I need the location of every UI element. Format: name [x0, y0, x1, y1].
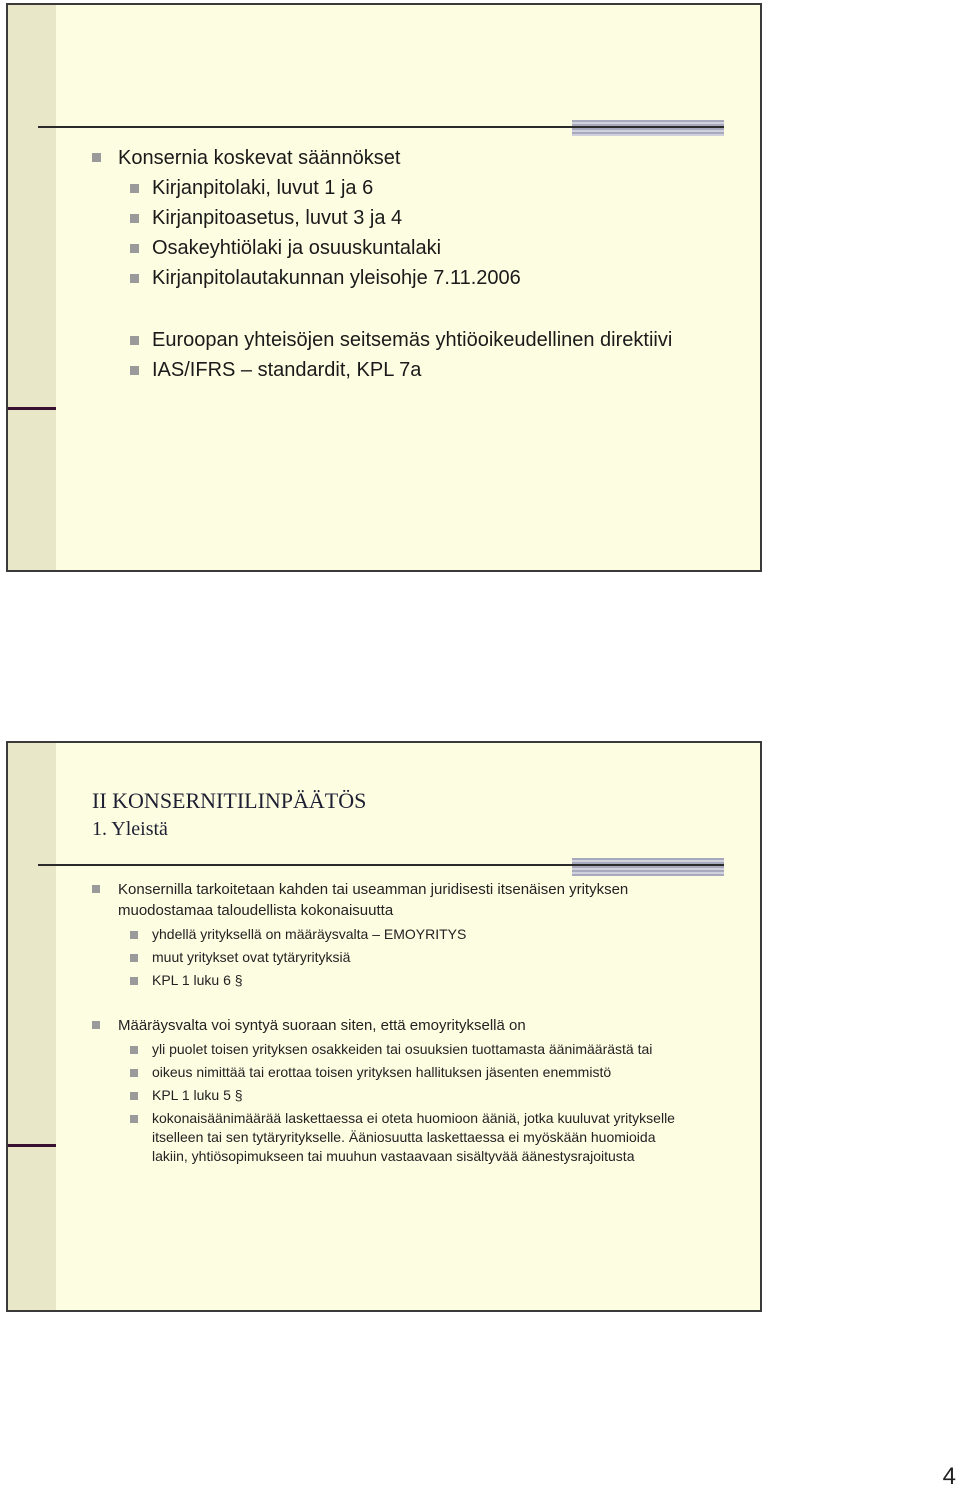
- header-decoration: [572, 120, 724, 136]
- slide-side-bar: [8, 743, 56, 1310]
- header-rule: [38, 126, 724, 128]
- list-item: [92, 1084, 720, 1107]
- list-item: [92, 355, 720, 385]
- bullet-text: Määräysvalta voi syntyä suoraan siten, että emoyrityksellä on: [118, 1017, 526, 1034]
- header-rule: [38, 864, 724, 866]
- list-item: [92, 946, 720, 969]
- slide-1-content: [92, 143, 720, 385]
- list-item: [92, 233, 720, 263]
- square-bullet-icon: [130, 336, 139, 345]
- bullet-text: Konsernilla tarkoitetaan kahden tai useamman juridisesti itsenäisen yrityksen muodostamaa taloudellista kokonaisuutta: [118, 881, 629, 919]
- square-bullet-icon: [92, 153, 101, 162]
- square-bullet-icon: [130, 184, 139, 193]
- square-bullet-icon: [130, 931, 138, 939]
- slide-2-content: [92, 879, 720, 1166]
- square-bullet-icon: [130, 366, 139, 375]
- bullet-text: muut yritykset ovat tytäryrityksiä: [152, 949, 351, 965]
- list-item: [92, 879, 720, 921]
- list-item: [92, 325, 720, 355]
- bullet-text: Kirjanpitoasetus, luvut 3 ja 4: [152, 207, 403, 229]
- square-bullet-icon: [92, 885, 100, 893]
- square-bullet-icon: [130, 274, 139, 283]
- bullet-text: Osakeyhtiölaki ja osuuskuntalaki: [152, 237, 442, 259]
- bullet-text: KPL 1 luku 6 §: [152, 972, 243, 988]
- bullet-text: KPL 1 luku 5 §: [152, 1087, 243, 1103]
- bullet-text: yhdellä yrityksellä on määräysvalta – EMOYRITYS: [152, 926, 467, 942]
- slide-subtitle: 1. Yleistä: [92, 818, 168, 840]
- list-item: [92, 263, 720, 293]
- square-bullet-icon: [130, 977, 138, 985]
- list-item: [92, 1109, 720, 1166]
- bullet-text: Euroopan yhteisöjen seitsemäs yhtiöoikeudellinen direktiivi: [152, 329, 673, 351]
- list-item: [92, 1015, 720, 1036]
- square-bullet-icon: [130, 214, 139, 223]
- bullet-text: Kirjanpitolaki, luvut 1 ja 6: [152, 177, 374, 199]
- square-bullet-icon: [92, 1021, 100, 1029]
- slide-side-marker: [8, 407, 56, 410]
- list-item: [92, 173, 720, 203]
- page-number: 4: [942, 1463, 956, 1490]
- square-bullet-icon: [130, 954, 138, 962]
- slide-side-bar: [8, 5, 56, 570]
- slide-1: [6, 3, 762, 572]
- square-bullet-icon: [130, 1115, 138, 1123]
- bullet-text: Konsernia koskevat säännökset: [118, 147, 401, 169]
- list-item: [92, 923, 720, 946]
- square-bullet-icon: [130, 1092, 138, 1100]
- header-decoration: [572, 858, 724, 876]
- slide-2: [6, 741, 762, 1312]
- list-item: [92, 203, 720, 233]
- bullet-text: oikeus nimittää tai erottaa toisen yrityksen hallituksen jäsenten enemmistö: [152, 1064, 612, 1080]
- bullet-text: yli puolet toisen yrityksen osakkeiden tai osuuksien tuottamasta äänimäärästä tai: [152, 1041, 653, 1057]
- square-bullet-icon: [130, 244, 139, 253]
- list-item: [92, 1038, 720, 1061]
- list-item: [92, 969, 720, 992]
- bullet-text: IAS/IFRS – standardit, KPL 7a: [152, 359, 422, 381]
- bullet-text: Kirjanpitolautakunnan yleisohje 7.11.2006: [152, 267, 521, 289]
- list-item: [92, 143, 720, 173]
- square-bullet-icon: [130, 1069, 138, 1077]
- list-item: [92, 1061, 720, 1084]
- bullet-text: kokonaisäänimäärää laskettaessa ei oteta huomioon ääniä, jotka kuuluvat yritykselle itselleen tai sen tytäryritykselle. Ääniosuutta laskettaessa ei myöskään huomioida lakiin, yhtiösopimukseen tai muuhun vastaavaan sisältyvää äänestysrajoitusta: [152, 1110, 675, 1164]
- square-bullet-icon: [130, 1046, 138, 1054]
- slide-side-marker: [8, 1144, 56, 1147]
- slide-title: II KONSERNITILINPÄÄTÖS: [92, 788, 367, 813]
